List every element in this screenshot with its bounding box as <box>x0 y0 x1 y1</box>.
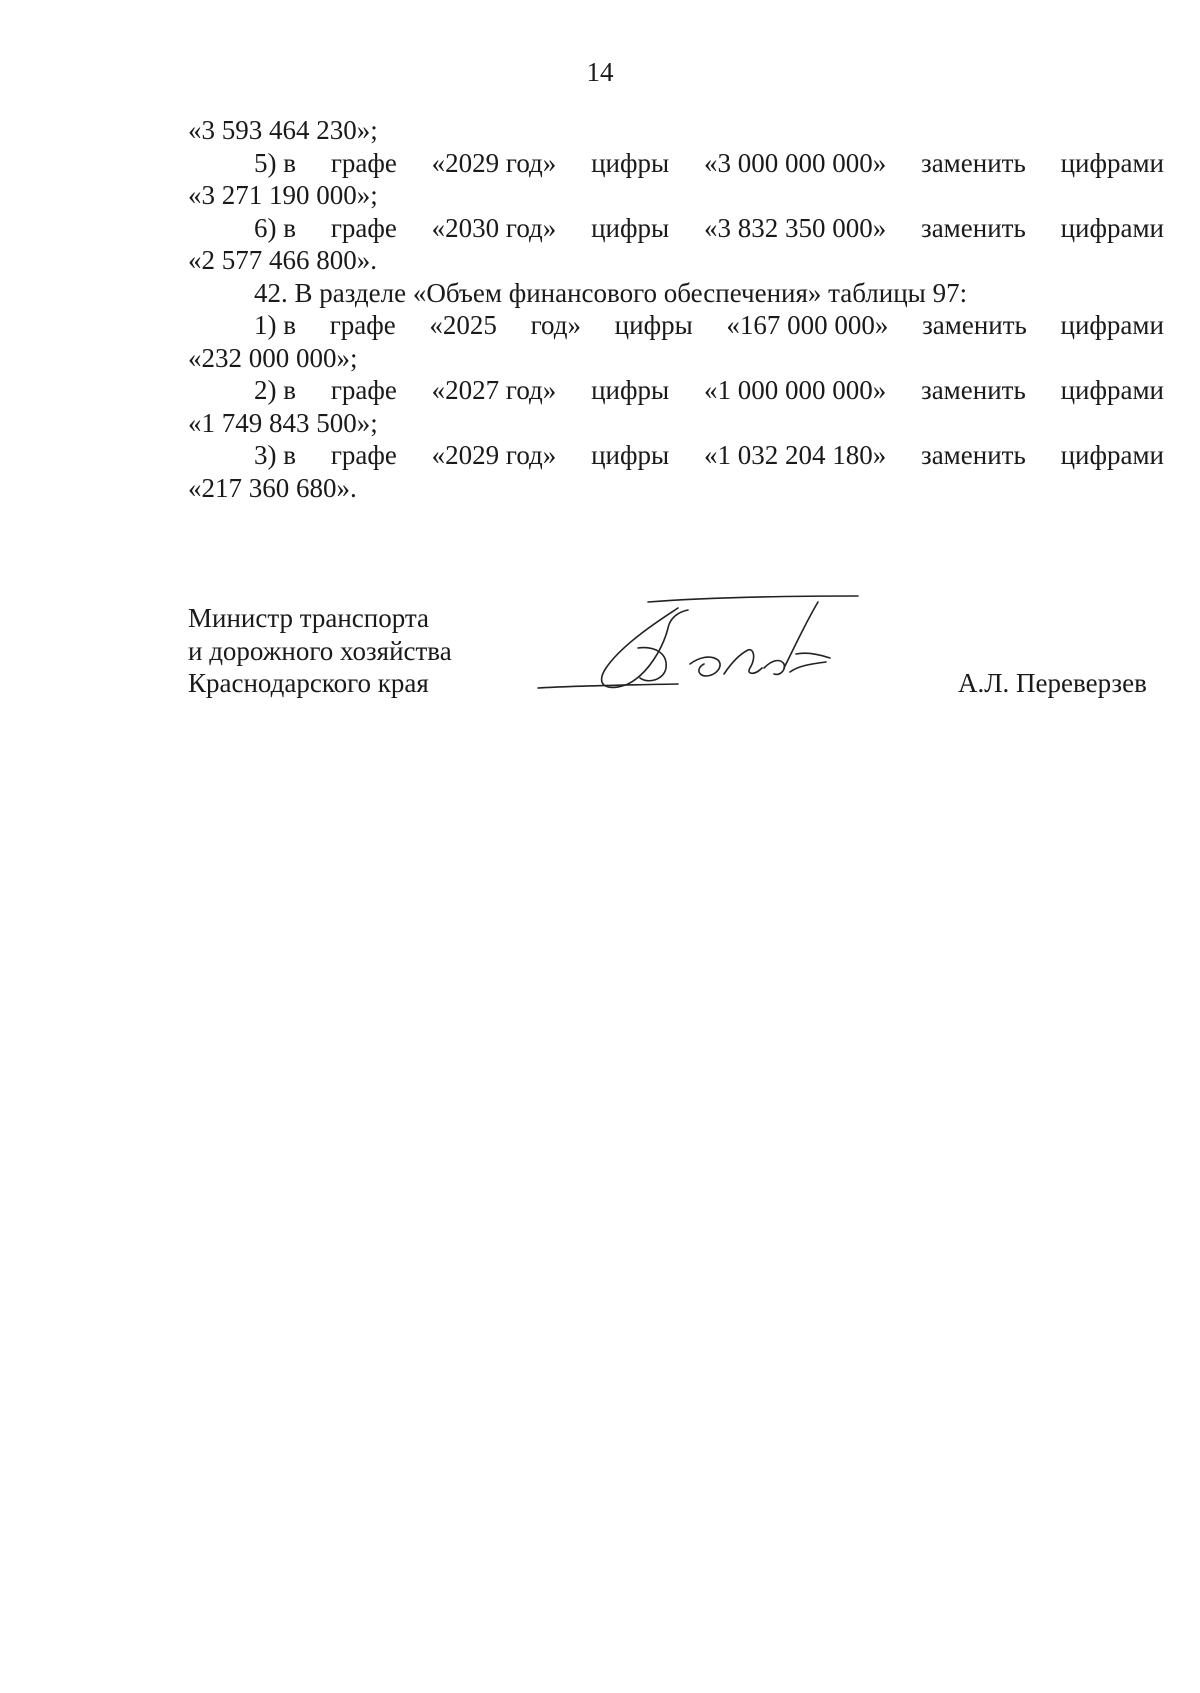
word: «167 000 000» <box>726 310 889 340</box>
item-1-line <box>188 309 1164 342</box>
word: заменить <box>921 147 1026 178</box>
text-line: «232 000 000»; <box>188 342 358 373</box>
word: «2030 год» <box>431 212 557 243</box>
text-line: «3 593 464 230»; <box>188 115 378 145</box>
text-line: «1 749 843 500»; <box>188 407 378 438</box>
item-2-line <box>188 374 1164 407</box>
word: цифрами <box>1060 310 1164 340</box>
word: «3 000 000 000» <box>703 147 887 178</box>
item-5-line <box>188 147 1164 180</box>
word: графе <box>330 147 397 178</box>
word: цифрами <box>1060 147 1164 178</box>
word: заменить <box>921 440 1026 470</box>
word: заменить <box>922 310 1027 340</box>
signer-title-line: Министр транспорта <box>188 603 429 633</box>
text-line: «2 577 466 800». <box>188 245 377 275</box>
signer-title-line: Краснодарского края <box>188 668 429 698</box>
word: цифры <box>591 375 670 405</box>
word: цифрами <box>1060 375 1164 405</box>
word: «3 832 350 000» <box>703 212 887 243</box>
item-3-line <box>188 439 1164 472</box>
word: графе <box>329 310 396 340</box>
signer-title-line: и дорожного хозяйства <box>188 635 452 666</box>
word: цифры <box>591 147 670 178</box>
word: графе <box>330 212 397 243</box>
item-number: 1) в <box>254 310 296 340</box>
section-heading: 42. В разделе «Объем финансового обеспечения» таблицы 97: <box>254 277 968 308</box>
word: «2029 год» <box>431 147 557 178</box>
word: «2025 <box>429 310 497 340</box>
word: цифры <box>591 440 670 470</box>
word: цифры <box>614 310 693 340</box>
item-number: 2) в <box>254 375 296 405</box>
word: «2029 год» <box>431 440 557 470</box>
word: «1 000 000 000» <box>703 375 887 405</box>
text-line: «217 360 680». <box>188 472 357 503</box>
handwritten-signature <box>528 588 868 708</box>
text-line: «3 271 190 000»; <box>188 180 378 210</box>
page-number: 14 <box>586 57 614 87</box>
word: «1 032 204 180» <box>703 440 887 470</box>
word: цифрами <box>1060 440 1164 470</box>
item-number: 6) в <box>254 212 296 243</box>
item-number: 5) в <box>254 147 296 178</box>
signer-name: А.Л. Переверзев <box>958 668 1147 698</box>
signer-title <box>188 602 452 700</box>
word: цифры <box>591 212 670 243</box>
word: «2027 год» <box>431 375 557 405</box>
item-6-line <box>188 212 1164 245</box>
item-number: 3) в <box>254 440 296 470</box>
word: год» <box>530 310 581 340</box>
word: заменить <box>921 375 1026 405</box>
word: цифрами <box>1060 212 1164 243</box>
word: графе <box>330 440 397 470</box>
word: графе <box>330 375 397 405</box>
word: заменить <box>921 212 1026 243</box>
document-body <box>188 114 1164 504</box>
